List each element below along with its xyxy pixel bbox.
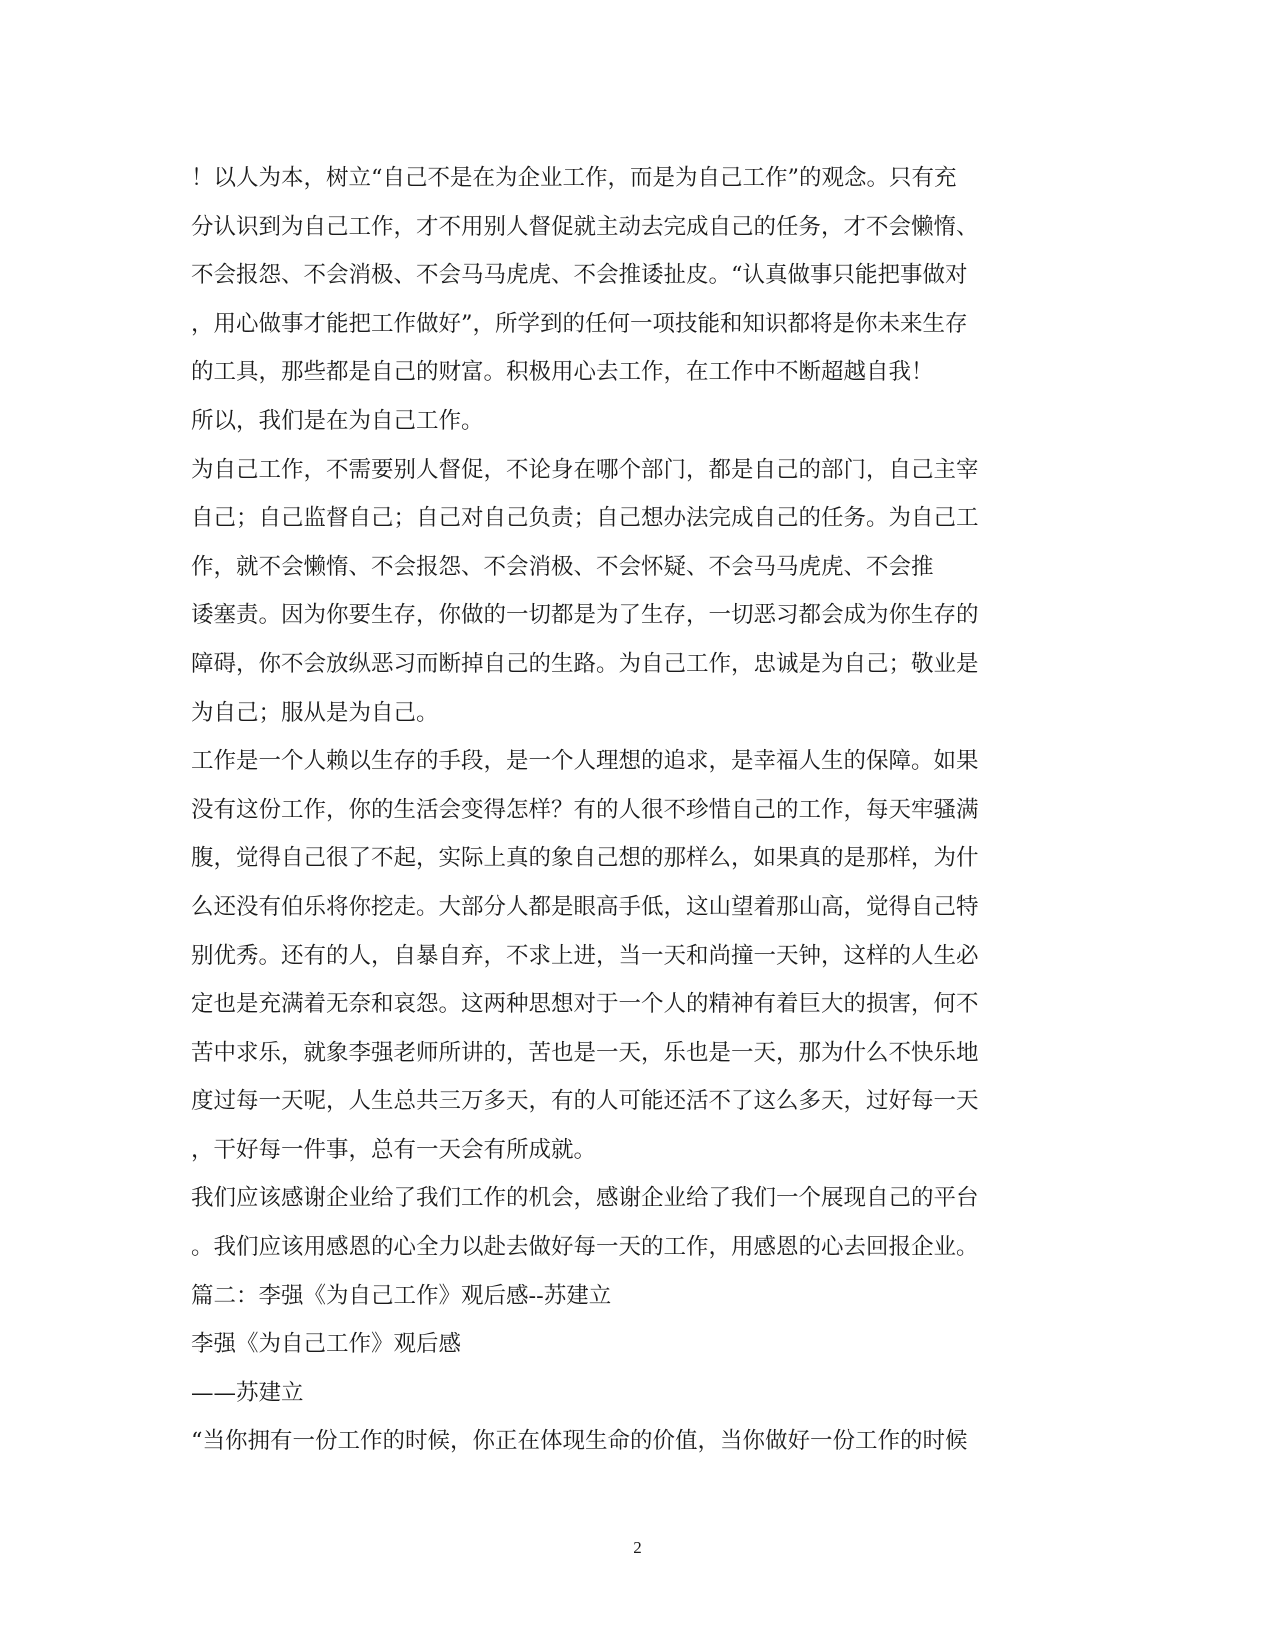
text-line: 别优秀。还有的人，自暴自弃，不求上进，当一天和尚撞一天钟，这样的人生必 (191, 942, 979, 969)
text-line: 工作是一个人赖以生存的手段，是一个人理想的追求，是幸福人生的保障。如果 (191, 748, 979, 775)
text-line: 苦中求乐，就象李强老师所讲的，苦也是一天，乐也是一天，那为什么不快乐地 (191, 1039, 979, 1066)
text-line: 的工具，那些都是自己的财富。积极用心去工作，在工作中不断超越自我！ (191, 359, 934, 386)
text-line: 度过每一天呢，人生总共三万多天，有的人可能还活不了这么多天，过好每一天 (191, 1088, 979, 1115)
author-line: ——苏建立 (191, 1379, 304, 1406)
section-heading: 篇二：李强《为自己工作》观后感--苏建立 (191, 1282, 612, 1309)
text-line: 自己；自己监督自己；自己对自己负责；自己想办法完成自己的任务。为自己工 (191, 505, 979, 532)
text-line: 作，就不会懒惰、不会报怨、不会消极、不会怀疑、不会马马虎虎、不会推 (191, 553, 934, 580)
text-line: “当你拥有一份工作的时候，你正在体现生命的价值，当你做好一份工作的时候 (191, 1428, 968, 1455)
text-line: 障碍，你不会放纵恶习而断掉自己的生路。为自己工作，忠诚是为自己；敬业是 (191, 650, 979, 677)
text-line: 为自己工作，不需要别人督促，不论身在哪个部门，都是自己的部门，自己主宰 (191, 456, 979, 483)
text-line: 定也是充满着无奈和哀怨。这两种思想对于一个人的精神有着巨大的损害，何不 (191, 991, 979, 1018)
body-text (191, 154, 1071, 1466)
text-line: ，干好每一件事，总有一天会有所成就。 (191, 1136, 597, 1163)
text-line: 分认识到为自己工作，才不用别人督促就主动去完成自己的任务，才不会懒惰、 (191, 213, 979, 240)
text-line: 没有这份工作，你的生活会变得怎样？有的人很不珍惜自己的工作，每天牢骚满 (191, 796, 979, 823)
page-number: 2 (633, 1538, 642, 1557)
text-line: ！以人为本，树立“自己不是在为企业工作，而是为自己工作”的观念。只有充 (191, 165, 957, 191)
text-line: 不会报怨、不会消极、不会马马虎虎、不会推诿扯皮。“认真做事只能把事做对 (191, 262, 968, 289)
text-line: 为自己；服从是为自己。 (191, 699, 439, 726)
article-title: 李强《为自己工作》观后感 (191, 1331, 462, 1358)
text-line: 我们应该感谢企业给了我们工作的机会，感谢企业给了我们一个展现自己的平台 (191, 1185, 979, 1212)
text-line: ，用心做事才能把工作做好”，所学到的任何一项技能和知识都将是你未来生存 (191, 310, 968, 337)
text-line: 腹，觉得自己很了不起，实际上真的象自己想的那样么，如果真的是那样，为什 (191, 845, 979, 872)
text-line: 所以，我们是在为自己工作。 (191, 407, 484, 434)
text-line: 么还没有伯乐将你挖走。大部分人都是眼高手低，这山望着那山高，觉得自己特 (191, 893, 979, 920)
text-line: 诿塞责。因为你要生存，你做的一切都是为了生存，一切恶习都会成为你生存的 (191, 602, 979, 629)
text-line: 。我们应该用感恩的心全力以赴去做好每一天的工作，用感恩的心去回报企业。 (191, 1234, 979, 1261)
